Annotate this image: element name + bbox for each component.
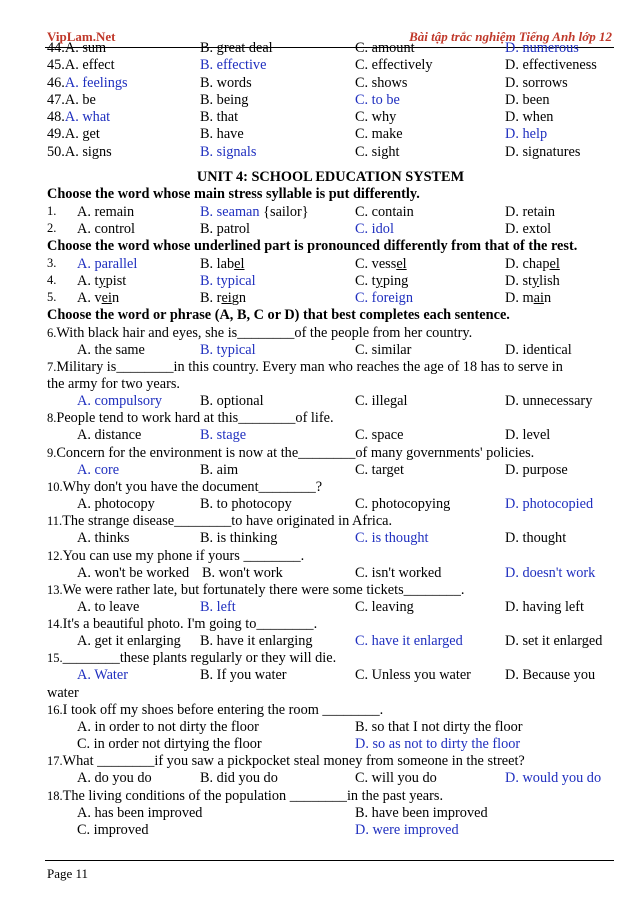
question-row-5: 5. A. vein B. reign C. foreign D. main [47, 290, 552, 307]
options-11: A. thinks B. is thinking C. is thought D. thought [77, 530, 567, 547]
question-15: 15.________these plants regularly or they will die. [47, 650, 337, 667]
answer: B. stage [200, 427, 247, 444]
question-row-44: 44.A. sum B. great deal C. amount D. numerous [47, 40, 579, 56]
answer: D. would you do [505, 770, 602, 787]
question-row-3: 3. A. parallel B. label C. vessel D. chapel [47, 255, 560, 272]
question-7-cont: the army for two years. [47, 376, 180, 393]
question-row-50: 50.A. signs B. signals C. sight D. signatures [47, 143, 581, 160]
footer-rule [45, 860, 614, 861]
question-row-4: 4. A. typist B. typical C. typing D. stylish [47, 272, 560, 289]
page-number: Page 11 [47, 866, 89, 881]
options-6: A. the same B. typical C. similar D. identical [77, 341, 572, 358]
question-16: 16.I took off my shoes before entering the room ________. [47, 701, 384, 718]
options-18-cd: C. improved D. were improved [77, 821, 459, 838]
options-18-ab: A. has been improved B. have been improved [77, 804, 488, 821]
instruction-stress: Choose the word whose main stress syllable is put differently. [47, 186, 420, 203]
answer: A. what [64, 109, 111, 126]
question-14: 14.It's a beautiful photo. I'm going to________. [47, 616, 318, 633]
options-9: A. core B. aim C. target D. purpose [77, 461, 568, 478]
document-title: Bài tập trắc nghiệm Tiếng Anh lớp 12 [409, 29, 612, 44]
question-row-45: 45.A. effect B. effective C. effectively D. effectiveness [47, 57, 597, 74]
question-12: 12.You can use my phone if yours ________. [47, 547, 305, 564]
question-row-47: 47.A. be B. being C. to be D. been [47, 91, 550, 108]
question-10: 10.Why don't you have the document________? [47, 478, 323, 495]
answer: D. numerous [505, 40, 579, 56]
options-17: A. do you do B. did you do C. will you do D. would you do [77, 770, 602, 787]
answer: B. left [200, 598, 236, 615]
answer: A. core [77, 461, 120, 478]
options-12: A. won't be worked B. won't work C. isn't worked D. doesn't work [77, 564, 596, 581]
options-15-cont: water [47, 684, 79, 701]
unit-title: UNIT 4: SCHOOL EDUCATION SYSTEM [196, 169, 465, 186]
question-17: 17.What ________if you saw a pickpocket steal money from someone in the street? [47, 753, 525, 770]
answer: B. typical [200, 341, 256, 358]
site-name: VipLam.Net [47, 29, 116, 44]
options-16-cd: C. in order not dirtying the floor D. so as not to dirty the floor [77, 736, 521, 753]
answer: B. seaman [200, 203, 260, 220]
answer: C. to be [355, 91, 400, 108]
answer: D. photocopied [505, 495, 594, 512]
question-11: 11.The strange disease________to have originated in Africa. [47, 513, 393, 530]
options-7: A. compulsory B. optional C. illegal D. unnecessary [77, 393, 593, 410]
answer: A. Water [77, 667, 128, 684]
content [47, 40, 614, 839]
options-10: A. photocopy B. to photocopy C. photocopying D. photocopied [77, 495, 594, 512]
question-row-49: 49.A. get B. have C. make D. help [47, 126, 548, 143]
answer: C. is thought [355, 530, 429, 547]
question-row-46: 46.A. feelings B. words C. shows D. sorrows [47, 74, 568, 91]
answer: A. parallel [77, 255, 138, 272]
options-16-ab: A. in order to not dirty the floor B. so that I not dirty the floor [77, 718, 523, 735]
answer: D. doesn't work [505, 564, 596, 581]
question-row-1: 1. A. remain B. seaman {sailor} C. contain D. retain [47, 203, 556, 220]
answer: B. typical [200, 272, 256, 289]
answer: B. effective [200, 57, 267, 74]
question-6: 6.With black hair and eyes, she is________of the people from her country. [47, 324, 473, 341]
answer: C. have it enlarged [355, 633, 463, 650]
question-9: 9.Concern for the environment is now at the________of many governments' policies. [47, 444, 535, 461]
options-15: A. Water B. If you water C. Unless you water D. Because you [77, 667, 596, 684]
question-7: 7.Military is________in this country. Every man who reaches the age of 18 has to serve in [47, 359, 563, 376]
answer: D. help [505, 126, 548, 143]
answer: B. signals [200, 143, 257, 160]
answer: C. idol [355, 220, 394, 237]
question-row-2: 2. A. control B. patrol C. idol D. extol [47, 220, 552, 237]
instruction-pronunciation: Choose the word whose underlined part is pronounced differently from that of the rest. [47, 238, 578, 255]
question-8: 8.People tend to work hard at this________of life. [47, 410, 334, 427]
question-18: 18.The living conditions of the population ________in the past years. [47, 787, 444, 804]
options-13: A. to leave B. left C. leaving D. having left [77, 598, 585, 615]
answer: A. feelings [64, 74, 128, 91]
question-row-48: 48.A. what B. that C. why D. when [47, 109, 554, 126]
answer: A. compulsory [77, 393, 162, 410]
instruction-completion: Choose the word or phrase (A, B, C or D) that best completes each sentence. [47, 307, 510, 324]
options-8: A. distance B. stage C. space D. level [77, 427, 551, 444]
options-14: A. get it enlarging B. have it enlarging C. have it enlarged D. set it enlarged [77, 633, 603, 650]
question-13: 13.We were rather late, but fortunately there were some tickets________. [47, 581, 465, 598]
answer: D. so as not to dirty the floor [355, 736, 521, 753]
answer: C. foreign [355, 290, 413, 307]
answer: D. were improved [355, 821, 459, 838]
